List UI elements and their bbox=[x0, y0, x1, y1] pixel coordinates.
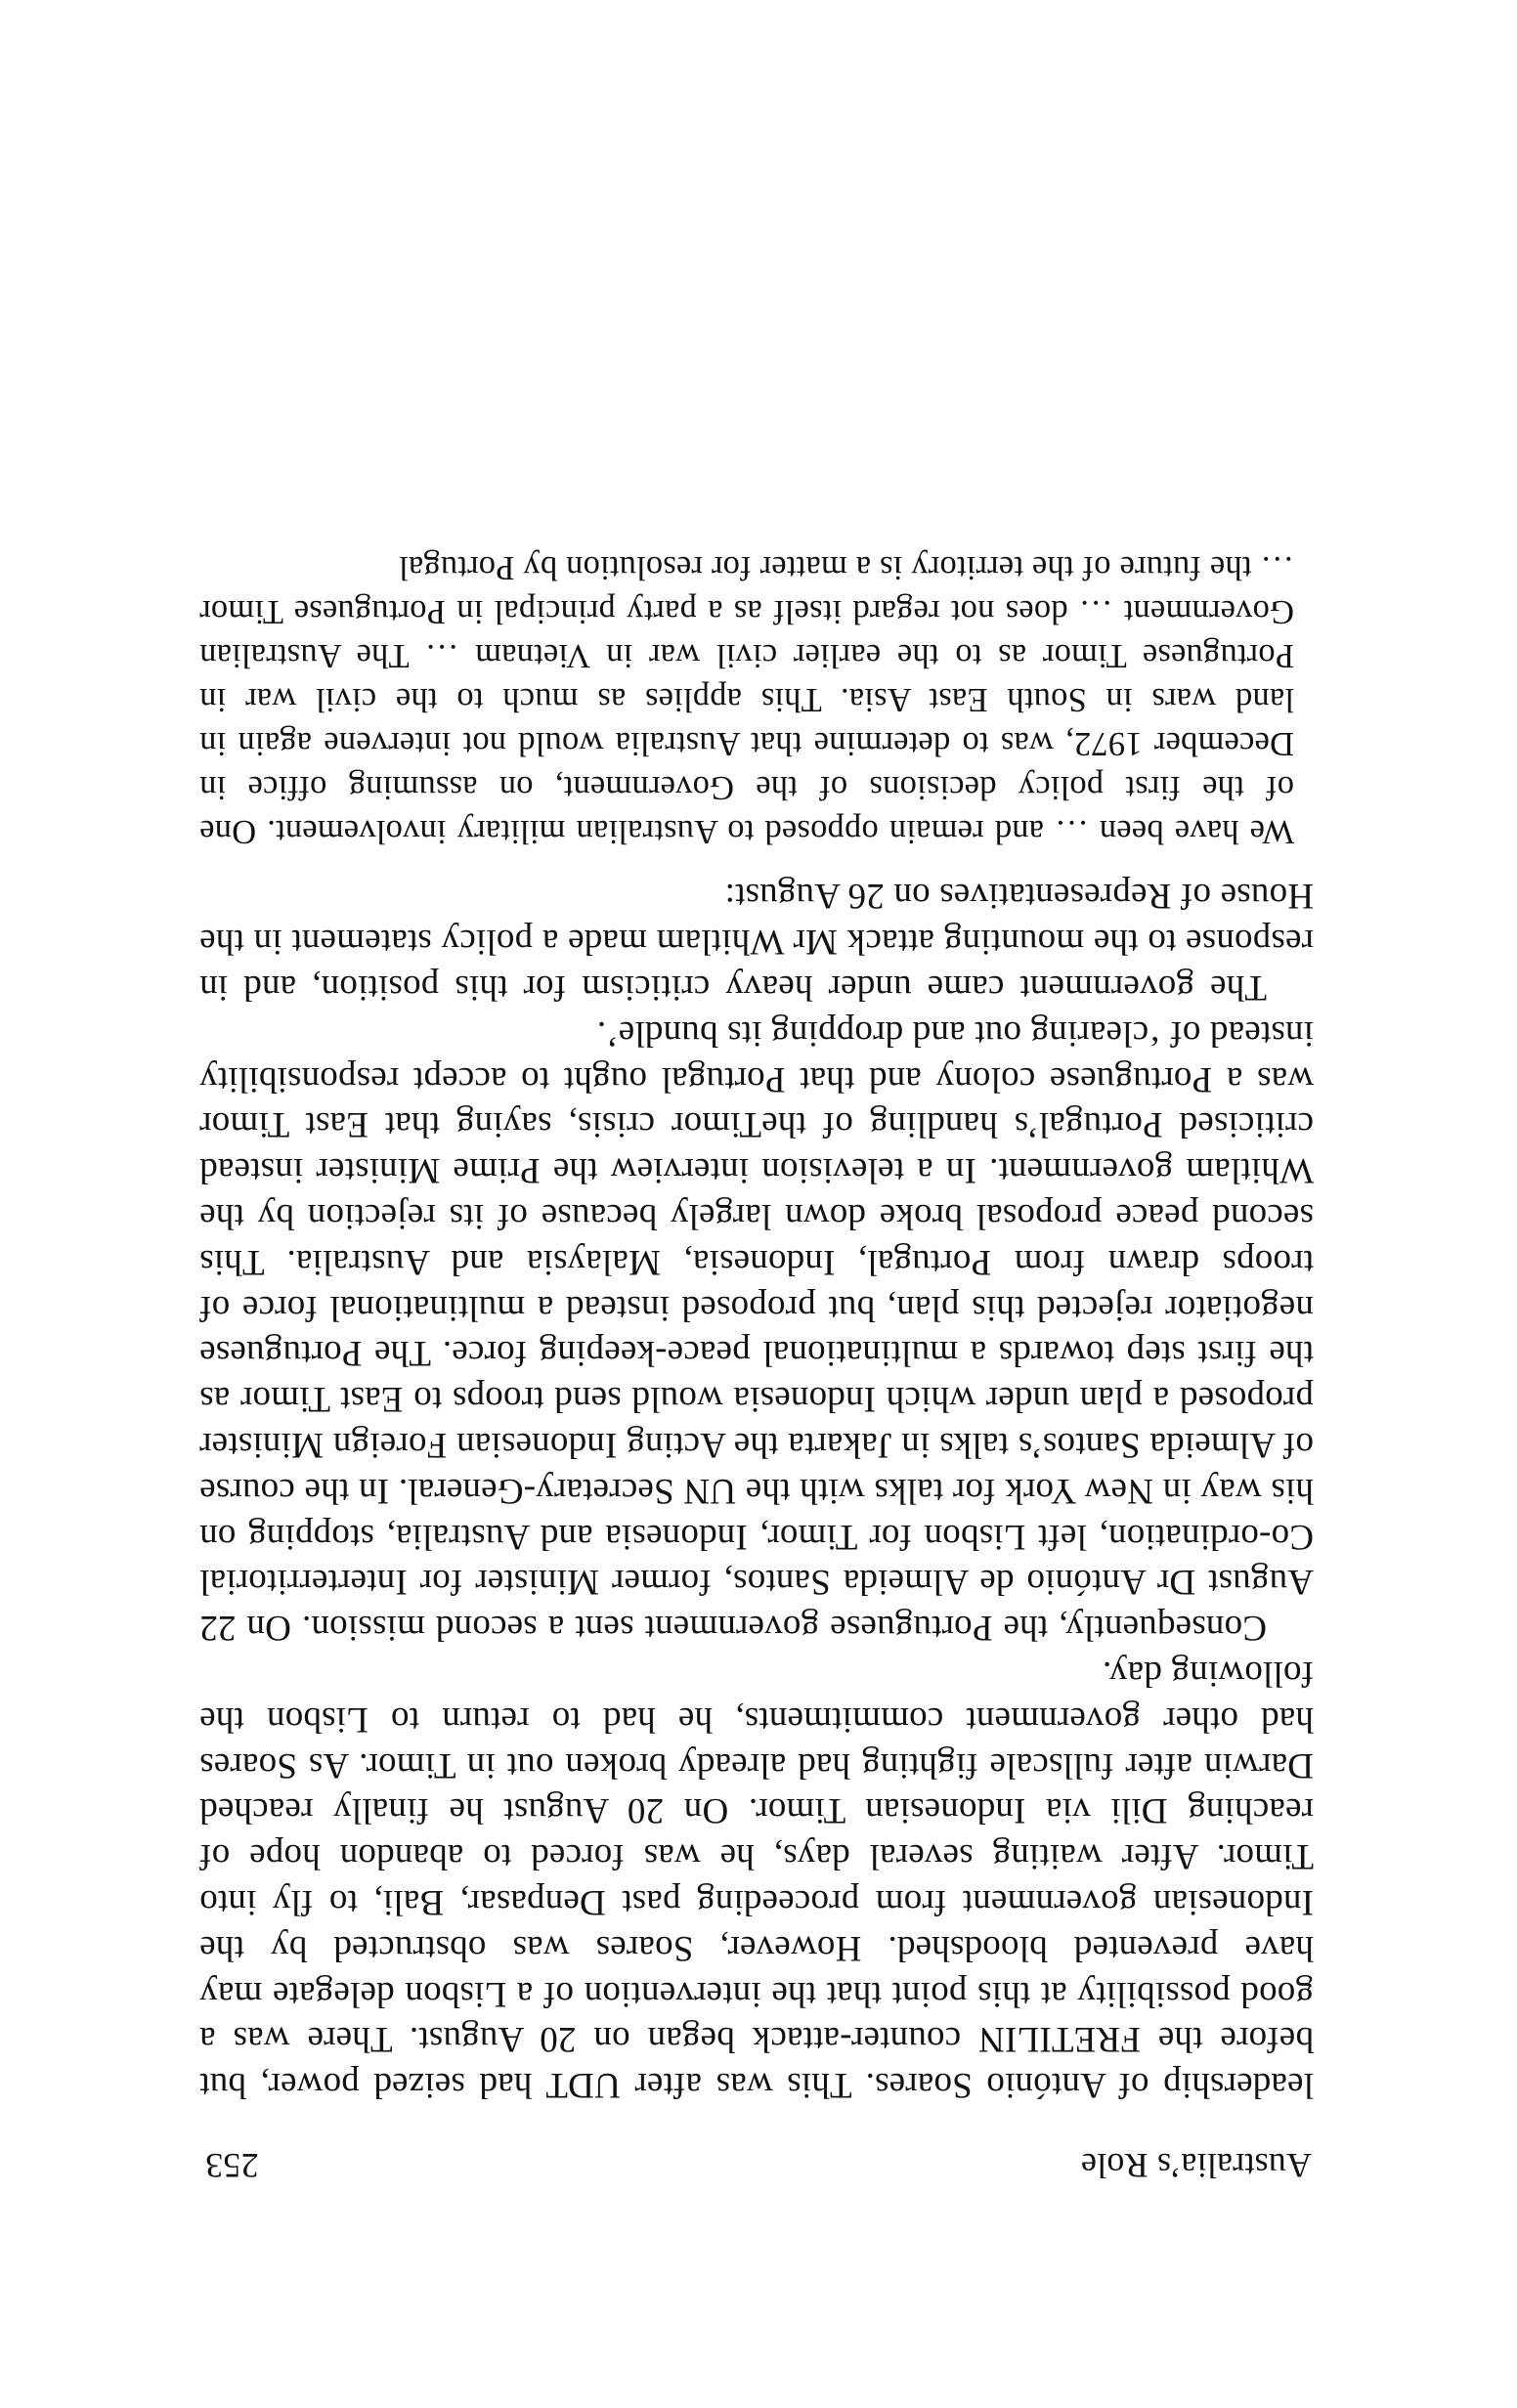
block-quote: We have been … and remain opposed to Australian military involvement. One of the first policy decisions of the Government, on assuming office in December 1972, was to determine that Australia would not intervene again in land wars in South East Asia. This applies as much to the civil war in Portuguese Timor as to the earlier civil war in Vietnam … The Australian Government … does not regard itself as a party principal in Portuguese Timor … the future of the territory is a matter for resolution by Portugal bbox=[199, 548, 1294, 850]
paragraph-3: The government came under heavy criticism for this position, and in response to the mounting attack Mr Whitlam made a policy statement in the House of Representatives on 26 August: bbox=[199, 876, 1314, 1009]
paragraph-1: leadership of António Soares. This was after UDT had seized power, but before the FRETILIN counter-attack began on 20 August. There was a good possibility at this point that the intervention of a Lisbon delegate may have prevented bloodshed. However, Soares was obstructed by the Indonesian government from proceeding past Denpasar, Bali, to fly into Timor. After waiting several days, he was forced to abandon hope of reaching Dili via Indonesian Timor. On 20 August he finally reached Darwin after fullscale fighting had already broken out in Timor. As Soares had other government commitments, he had to return to Lisbon the following day. bbox=[199, 1654, 1314, 2106]
text-block bbox=[199, 545, 1314, 2188]
running-head bbox=[199, 2142, 1314, 2188]
paragraph-2: Consequently, the Portuguese government sent a second mission. On 22 August Dr António de Almeida Santos, former Minister for Interterritorial Co-ordination, left Lisbon for Timor, Indonesia and Australia, stopping on his way in New York for talks with the UN Secretary-General. In the course of Almeida Santos’s talks in Jakarta the Acting Indonesian Foreign Minister proposed a plan under which Indonesia would send troops to East Timor as the first step towards a multinational peace-keeping force. The Portuguese negotiator rejected this plan, but proposed instead a multinational force of troops drawn from Portugal, Indonesia, Malaysia and Australia. This second peace proposal broke down largely because of its rejection by the Whitlam government. In a television interview the Prime Minister instead criticised Portugal’s handling of theTimor crisis, saying that East Timor was a Portuguese colony and that Portugal ought to accept responsibility instead of ‘clearing out and dropping its bundle’. bbox=[199, 1012, 1314, 1649]
running-title: Australia’s Role bbox=[1080, 2146, 1312, 2185]
page-number: 253 bbox=[205, 2146, 259, 2185]
